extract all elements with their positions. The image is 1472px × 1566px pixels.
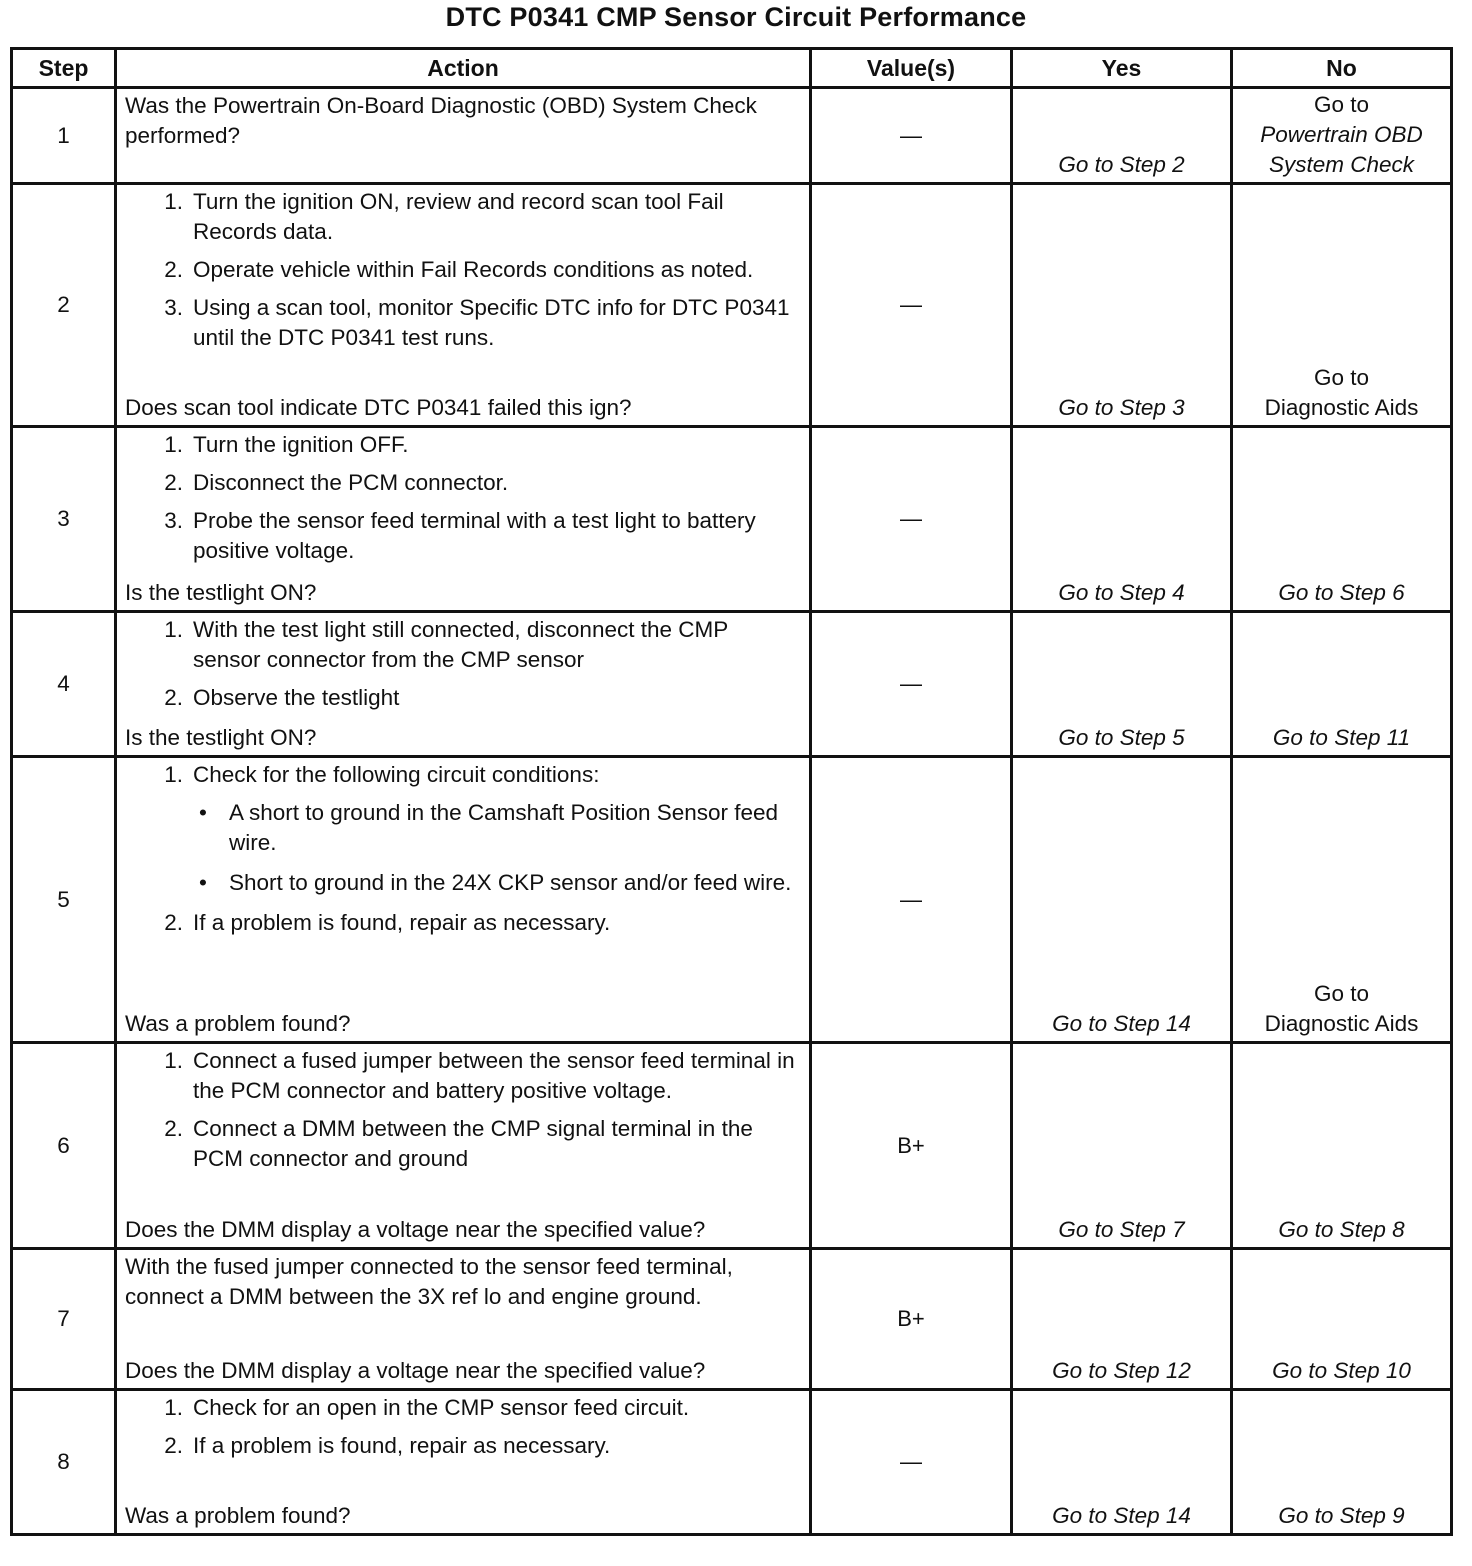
go-to-label: Go to: [1313, 981, 1370, 1006]
action-cell: [116, 612, 811, 757]
table-row: [12, 88, 1452, 184]
no-cell: [1232, 184, 1452, 427]
step-number: 4: [12, 612, 116, 757]
action-steps: [117, 1046, 809, 1182]
go-to-link[interactable]: Go to Step 5: [1058, 725, 1185, 750]
action-question: Was a problem found?: [125, 1011, 351, 1036]
list-item: 2. Disconnect the PCM connector.: [164, 470, 509, 495]
action-cell: [116, 184, 811, 427]
yes-cell: [1012, 612, 1232, 757]
value-cell: B+: [811, 1249, 1012, 1390]
yes-cell: [1012, 1043, 1232, 1249]
bullet-item: • A short to ground in the Camshaft Position Sensor feed wire.: [199, 800, 779, 855]
go-to-link[interactable]: Go to Step 4: [1058, 580, 1185, 605]
go-to-link[interactable]: Go to Step 7: [1058, 1217, 1185, 1242]
action-cell: [116, 88, 811, 184]
go-to-label: Go to: [1313, 365, 1370, 390]
action-text: Was the Powertrain On-Board Diagnostic (OBD) System Check performed?: [125, 93, 757, 148]
bullet-item: • Short to ground in the 24X CKP sensor and/or feed wire.: [193, 868, 801, 898]
action-text: With the fused jumper connected to the sensor feed terminal, connect a DMM between the 3X ref lo and engine ground.: [125, 1254, 733, 1309]
action-question: Does the DMM display a voltage near the specified value?: [125, 1217, 706, 1242]
action-steps: [117, 430, 809, 574]
condition-bullets: [193, 798, 801, 898]
list-item: 2. If a problem is found, repair as necessary.: [164, 910, 611, 935]
no-cell: [1232, 757, 1452, 1043]
go-to-link[interactable]: Go to Step 6: [1278, 580, 1405, 605]
action-question: Was a problem found?: [125, 1503, 351, 1528]
table-row: [12, 184, 1452, 427]
bullet-icon: •: [199, 800, 207, 825]
go-to-link[interactable]: Go to Step 11: [1272, 725, 1411, 750]
header-row: [12, 49, 1452, 88]
obd-check-link[interactable]: Powertrain OBD: [1260, 122, 1423, 147]
go-to-link[interactable]: Go to Step 3: [1058, 395, 1185, 420]
header-step: Step: [12, 49, 116, 88]
action-steps: [117, 187, 809, 361]
list-item: 1. Check for the following circuit conditions: • A short to ground in the Camshaft Position Sensor feed wire. • Short to ground in the 24X CKP sensor and/or feed wire.: [117, 760, 809, 898]
header-no: No: [1232, 49, 1452, 88]
table-row: [12, 1249, 1452, 1390]
action-cell: [116, 757, 811, 1043]
action-question: Does scan tool indicate DTC P0341 failed this ign?: [125, 395, 632, 420]
yes-cell: [1012, 427, 1232, 612]
header-values: Value(s): [811, 49, 1012, 88]
yes-cell: [1012, 757, 1232, 1043]
list-item: 1. Turn the ignition ON, review and record scan tool Fail Records data.: [164, 189, 724, 244]
bullet-icon: •: [199, 870, 207, 895]
action-cell: [116, 427, 811, 612]
page-title: DTC P0341 CMP Sensor Circuit Performance: [445, 2, 1027, 32]
diagnostic-aids-link[interactable]: Diagnostic Aids: [1264, 1011, 1419, 1036]
no-cell: [1232, 612, 1452, 757]
step-number: 2: [12, 184, 116, 427]
no-cell: [1232, 1249, 1452, 1390]
step-number: 7: [12, 1249, 116, 1390]
value-cell: B+: [811, 1043, 1012, 1249]
action-question: Does the DMM display a voltage near the specified value?: [125, 1358, 706, 1383]
action-steps: [117, 1393, 809, 1469]
action-steps: [117, 760, 809, 946]
go-to-link[interactable]: Go to Step 10: [1272, 1358, 1411, 1383]
step-number: 8: [12, 1390, 116, 1535]
value-cell: —: [811, 612, 1012, 757]
list-item: 2. If a problem is found, repair as necessary.: [164, 1433, 611, 1458]
action-cell: [116, 1043, 811, 1249]
list-item: 3. Probe the sensor feed terminal with a test light to battery positive voltage.: [164, 508, 756, 563]
value-cell: —: [811, 88, 1012, 184]
table-row: [12, 612, 1452, 757]
go-to-link[interactable]: Go to Step 9: [1278, 1503, 1405, 1528]
yes-cell: [1012, 88, 1232, 184]
diagnostic-table: [10, 47, 1453, 1536]
list-item: 3. Using a scan tool, monitor Specific DTC info for DTC P0341 until the DTC P0341 test runs.: [164, 295, 790, 350]
action-cell: [116, 1390, 811, 1535]
yes-cell: [1012, 184, 1232, 427]
yes-cell: [1012, 1390, 1232, 1535]
step-number: 5: [12, 757, 116, 1043]
value-cell: —: [811, 757, 1012, 1043]
action-question: Is the testlight ON?: [125, 725, 317, 750]
go-to-link[interactable]: Go to Step 2: [1058, 152, 1185, 177]
go-to-link[interactable]: Go to Step 14: [1052, 1011, 1191, 1036]
table-row: [12, 1043, 1452, 1249]
go-to-link[interactable]: Go to Step 14: [1052, 1503, 1191, 1528]
header-yes: Yes: [1012, 49, 1232, 88]
go-to-link[interactable]: Go to Step 8: [1278, 1217, 1405, 1242]
no-cell: [1232, 88, 1452, 184]
step-number: 1: [12, 88, 116, 184]
value-cell: —: [811, 184, 1012, 427]
list-item: 2. Operate vehicle within Fail Records conditions as noted.: [164, 257, 754, 282]
step-number: 3: [12, 427, 116, 612]
action-steps: [117, 615, 809, 721]
list-item: 1. Turn the ignition OFF.: [164, 432, 409, 457]
table-row: [12, 427, 1452, 612]
list-item: 2. Observe the testlight: [164, 685, 400, 710]
action-cell: [116, 1249, 811, 1390]
no-cell: [1232, 1043, 1452, 1249]
table-row: [12, 1390, 1452, 1535]
obd-check-link[interactable]: System Check: [1268, 152, 1415, 177]
header-action: Action: [116, 49, 811, 88]
yes-cell: [1012, 1249, 1232, 1390]
go-to-label: Go to: [1313, 92, 1370, 117]
diagnostic-aids-link[interactable]: Diagnostic Aids: [1264, 395, 1419, 420]
go-to-link[interactable]: Go to Step 12: [1052, 1358, 1191, 1383]
value-cell: —: [811, 427, 1012, 612]
list-item: 1. Connect a fused jumper between the sensor feed terminal in the PCM connector and battery positive voltage.: [164, 1048, 795, 1103]
no-cell: [1232, 1390, 1452, 1535]
step-number: 6: [12, 1043, 116, 1249]
table-row: [12, 757, 1452, 1043]
no-cell: [1232, 427, 1452, 612]
list-item: 2. Connect a DMM between the CMP signal terminal in the PCM connector and ground: [164, 1116, 753, 1171]
list-item: 1. Check for an open in the CMP sensor feed circuit.: [164, 1395, 690, 1420]
action-question: Is the testlight ON?: [125, 580, 317, 605]
list-item: 1. With the test light still connected, disconnect the CMP sensor connector from the CMP sensor: [164, 617, 728, 672]
value-cell: —: [811, 1390, 1012, 1535]
